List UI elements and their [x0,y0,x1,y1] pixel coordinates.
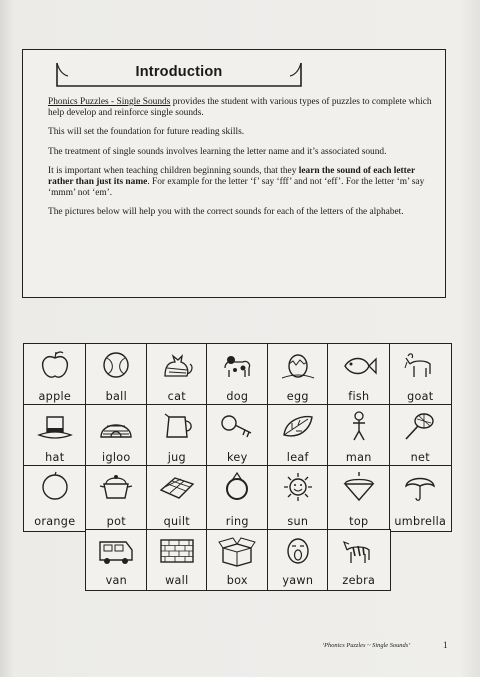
page-number: 1 [443,640,448,650]
picture-word: fish [348,389,370,403]
igloo-icon [96,409,136,443]
picture-cell-dog [206,343,269,407]
picture-word: net [410,450,430,464]
picture-word: jug [167,450,186,464]
emphasis-text: learn the sound of each letter rather than just its name [48,165,415,188]
picture-cell-yawn [267,529,329,591]
picture-word: dog [226,389,249,403]
yawn-icon [278,534,318,568]
picture-cell-ring [206,465,269,532]
sun-icon [278,470,318,504]
picture-word: ball [105,389,127,403]
picture-word: yawn [282,573,314,587]
picture-cell-orange [23,465,87,532]
picture-cell-pot [85,465,148,532]
picture-cell-man [327,404,391,468]
picture-cell-fish [327,343,391,407]
intro-paragraph-1: Phonics Puzzles - Single Sounds provides the student with various types of puzzles to complete which help develop and reinforce single sounds. [48,97,432,119]
intro-paragraph-5: The pictures below will help you with the correct sounds for each of the letters of the alphabet. [48,207,404,218]
picture-word: leaf [286,450,309,464]
picture-word: van [105,573,128,587]
quilt-icon [157,470,197,504]
book-title-link: Phonics Puzzles - Single Sounds [48,97,171,107]
picture-cell-key [206,404,269,468]
picture-cell-cat [146,343,208,407]
zebra-icon [339,534,379,568]
jug-icon [157,409,197,443]
introduction-text [48,97,433,227]
picture-cell-egg [267,343,329,407]
fish-icon [339,348,379,382]
pot-icon [96,470,136,504]
dog-icon [217,348,257,382]
footer-book-title: ‘Phonics Puzzles ~ Single Sounds’ [322,642,411,649]
picture-cell-quilt [146,465,208,532]
picture-word: orange [34,514,76,528]
man-icon [339,409,379,443]
top-icon [339,470,379,504]
picture-cell-box [206,529,269,591]
picture-cell-apple [23,343,87,407]
picture-cell-umbrella [389,465,452,532]
leaf-icon [278,409,318,443]
picture-cell-jug [146,404,208,468]
picture-word: cat [167,389,186,403]
van-icon [96,534,136,568]
box-icon [217,534,257,568]
ball-icon [96,348,136,382]
picture-word: sun [287,514,309,528]
picture-word: ring [225,514,249,528]
net-icon [400,409,440,443]
picture-word: apple [38,389,72,403]
cat-icon [157,348,197,382]
hat-icon [35,409,75,443]
picture-cell-van [85,529,148,591]
picture-cell-igloo [85,404,148,468]
goat-icon [400,348,440,382]
picture-cell-goat [389,343,452,407]
picture-word: igloo [102,450,131,464]
picture-word: box [226,573,248,587]
picture-cell-net [389,404,452,468]
ring-icon [217,470,257,504]
orange-icon [35,470,75,504]
picture-cell-sun [267,465,329,532]
picture-word: man [345,450,372,464]
page-title: Introduction [135,64,223,80]
introduction-heading [56,62,302,86]
umbrella-icon [400,470,440,504]
picture-word: wall [165,573,189,587]
picture-cell-ball [85,343,148,407]
wall-icon [157,534,197,568]
picture-word: hat [45,450,65,464]
picture-cell-wall [146,529,208,591]
intro-paragraph-3: The treatment of single sounds involves learning the letter name and it’s associated sound. [48,146,387,157]
intro-paragraph-4: It is important when teaching children beginning sounds, that they learn the sound of each letter rather than just its name. For example for the letter ‘f’ say ‘fff’ and not ‘eff’. For the letter ‘m’ say ‘mmm’ not ‘em’. [48,165,425,199]
picture-word: egg [286,389,309,403]
picture-word: key [227,450,248,464]
egg-icon [278,348,318,382]
picture-word: quilt [163,514,190,528]
apple-icon [35,348,75,382]
picture-cell-leaf [267,404,329,468]
intro-paragraph-2: This will set the foundation for future reading skills. [48,127,245,138]
picture-word: zebra [342,573,376,587]
picture-cell-top [327,465,391,532]
picture-word: goat [407,389,434,403]
picture-cell-zebra [327,529,391,591]
picture-cell-hat [23,404,87,468]
picture-word: top [349,514,369,528]
picture-word: pot [106,514,126,528]
key-icon [217,409,257,443]
picture-word: umbrella [394,514,447,528]
